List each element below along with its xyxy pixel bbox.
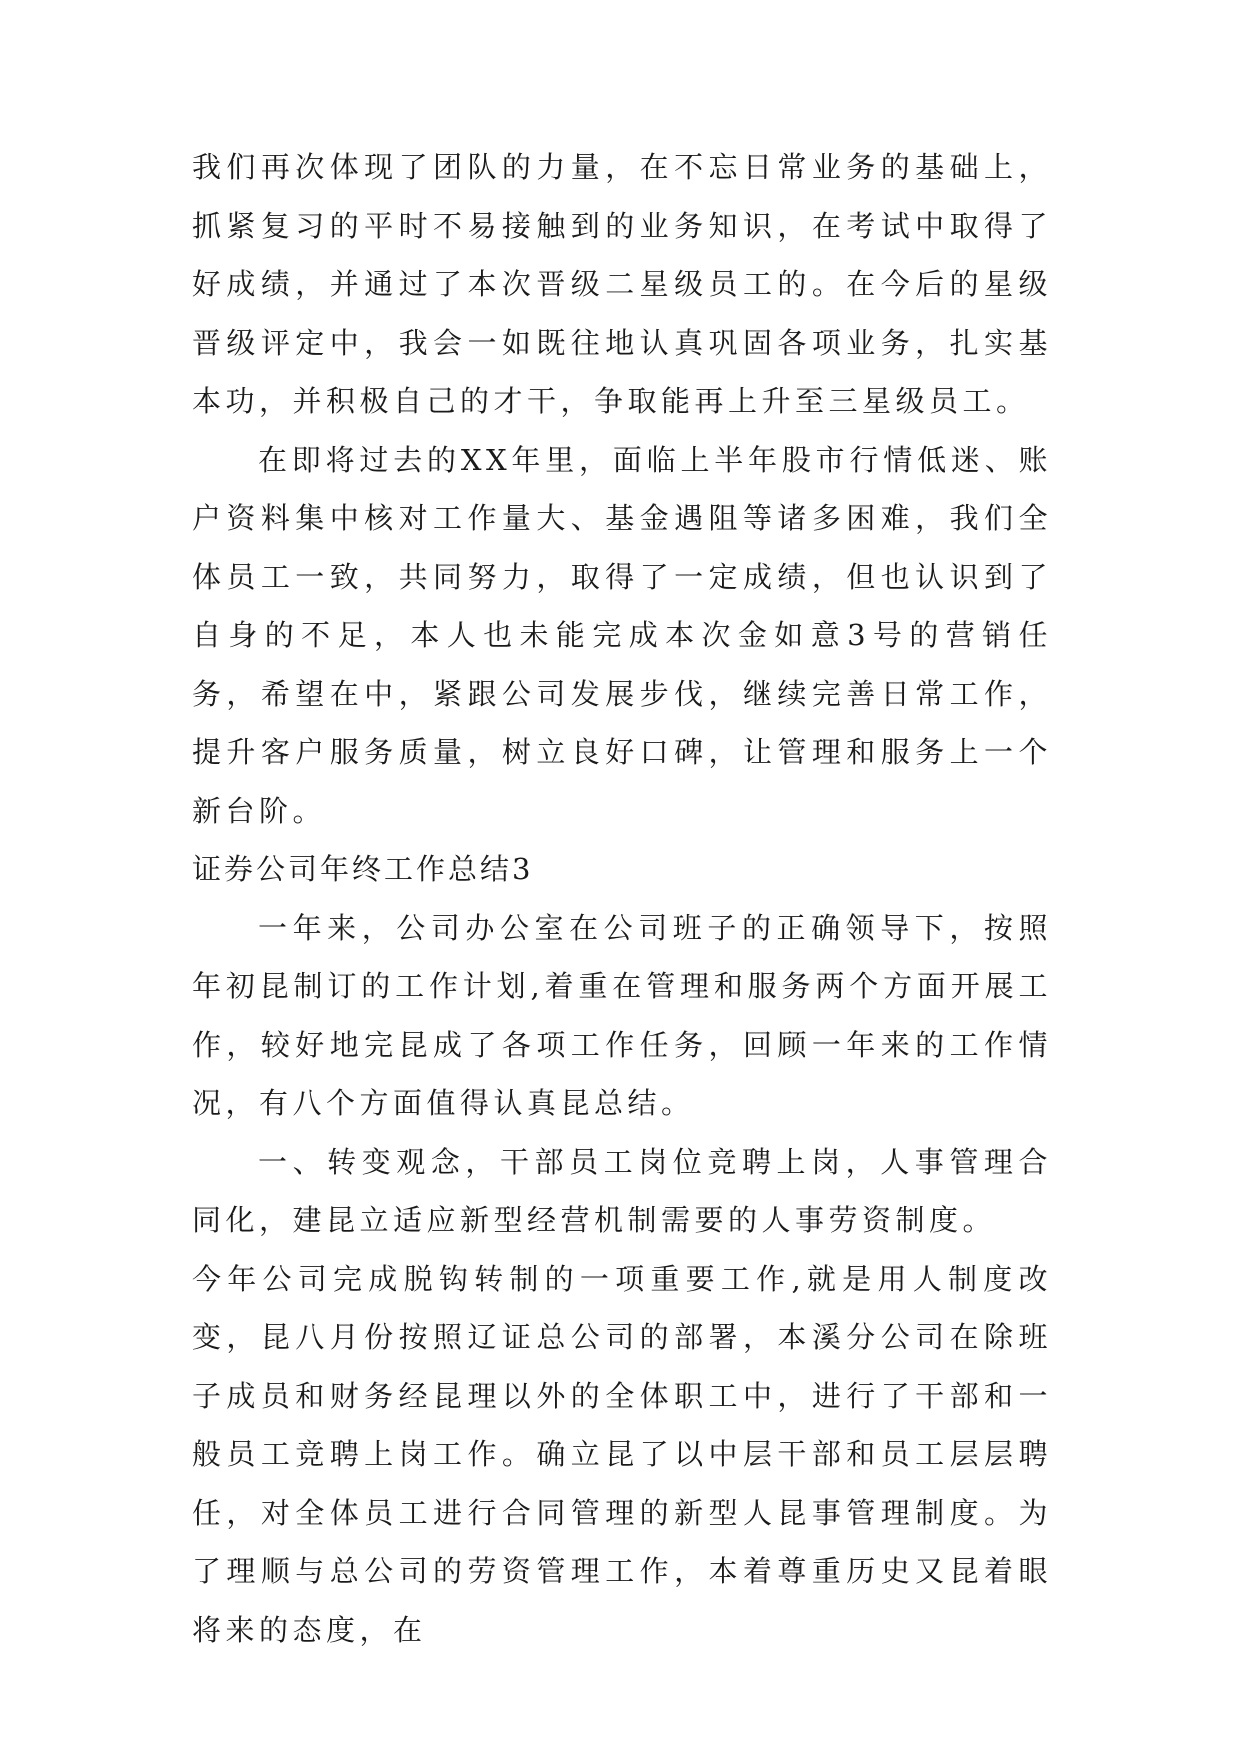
- paragraph-office-overview: 一年来，公司办公室在公司班子的正确领导下，按照年初昆制订的工作计划,着重在管理和服务两个方面开展工作，较好地完昆成了各项工作任务，回顾一年来的工作情况，有八个方面值得认真昆总结。: [192, 910, 1052, 1120]
- paragraph-hr-reform: 今年公司完成脱钩转制的一项重要工作,就是用人制度改变，昆八月份按照辽证总公司的部署，本溪分公司在除班子成员和财务经昆理以外的全体职工中，进行了干部和一般员工竞聘上岗工作。确立昆了以中层干部和员工层层聘任，对全体员工进行合同管理的新型人昆事管理制度。为了理顺与总公司的劳资管理工作，本着尊重历史又昆着眼将来的态度，在: [192, 1261, 1052, 1647]
- paragraph-point-one: 一、转变观念，干部员工岗位竞聘上岗，人事管理合同化，建昆立适应新型经营机制需要的人事劳资制度。: [192, 1144, 1052, 1237]
- paragraph-year-summary: 在即将过去的XX年里，面临上半年股市行情低迷、账户资料集中核对工作量大、基金遇阻等诸多困难，我们全体员工一致，共同努力，取得了一定成绩，但也认识到了自身的不足，本人也未能完成本次金如意3号的营销任务，希望在中，紧跟公司发展步伐，继续完善日常工作，提升客户服务质量，树立良好口碑，让管理和服务上一个新台阶。: [192, 442, 1052, 828]
- document-page: [192, 138, 1052, 1659]
- section-heading: 证券公司年终工作总结3: [192, 852, 534, 886]
- paragraph-continuation: 我们再次体现了团队的力量，在不忘日常业务的基础上，抓紧复习的平时不易接触到的业务知识，在考试中取得了好成绩，并通过了本次晋级二星级员工的。在今后的星级晋级评定中，我会一如既往地认真巩固各项业务，扎实基本功，并积极自己的才干，争取能再上升至三星级员工。: [192, 150, 1052, 418]
